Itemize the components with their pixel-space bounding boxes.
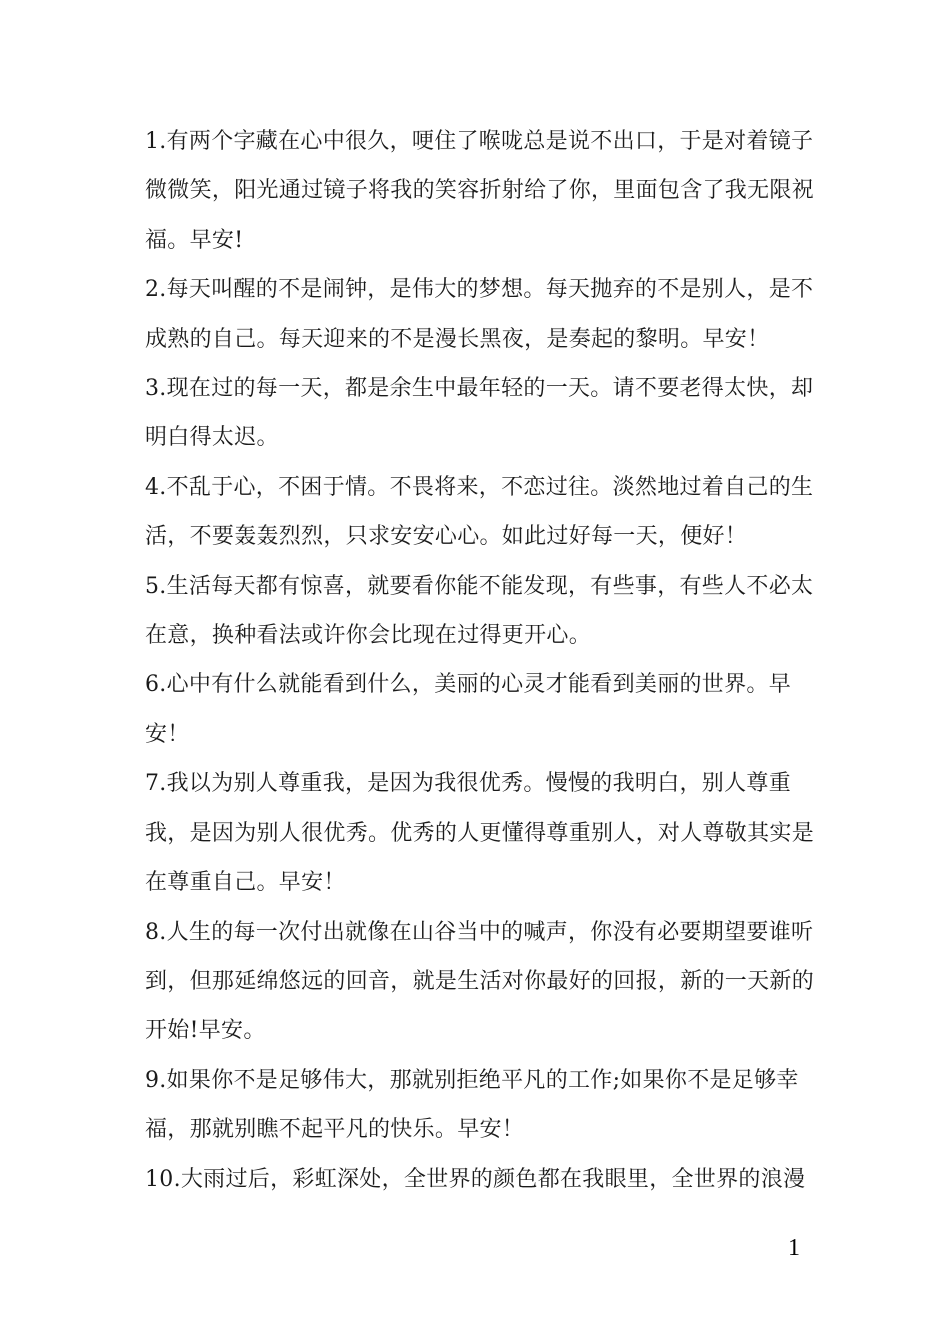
paragraph-9: 9.如果你不是足够伟大，那就别拒绝平凡的工作;如果你不是足够幸福，那就别瞧不起平凡的快乐。早安！ xyxy=(145,1067,799,1143)
paragraph-5: 5.生活每天都有惊喜，就要看你能不能发现，有些事，有些人不必太在意，换种看法或许你会比现在过得更开心。 xyxy=(145,573,814,649)
paragraph-2: 2.每天叫醒的不是闹钟，是伟大的梦想。每天抛弃的不是别人，是不成熟的自己。每天迎来的不是漫长黑夜，是奏起的黎明。早安！ xyxy=(145,277,814,352)
paragraph-10: 10.大雨过后，彩虹深处，全世界的颜色都在我眼里，全世界的浪漫 xyxy=(145,1166,806,1192)
paragraph-3: 3.现在过的每一天，都是余生中最年轻的一天。请不要老得太快，却明白得太迟。 xyxy=(145,376,814,451)
paragraph-4: 4.不乱于心，不困于情。不畏将来，不恋过往。淡然地过着自己的生活，不要轰轰烈烈，只求安安心心。如此过好每一天，便好！ xyxy=(145,474,814,550)
document-body xyxy=(145,117,815,1204)
page-number: 1 xyxy=(788,1235,800,1261)
paragraph-1: 1.有两个字藏在心中很久，哽住了喉咙总是说不出口，于是对着镜子微微笑，阳光通过镜子将我的笑容折射给了你，里面包含了我无限祝福。早安! xyxy=(145,129,815,253)
paragraph-8: 8.人生的每一次付出就像在山谷当中的喊声，你没有必要期望要谁听到，但那延绵悠远的回音，就是生活对你最好的回报，新的一天新的开始!早安。 xyxy=(145,919,815,1044)
paragraph-6: 6.心中有什么就能看到什么，美丽的心灵才能看到美丽的世界。早安！ xyxy=(145,672,791,747)
paragraph-7: 7.我以为别人尊重我，是因为我很优秀。慢慢的我明白，别人尊重我，是因为别人很优秀。优秀的人更懂得尊重别人，对人尊敬其实是在尊重自己。早安！ xyxy=(145,771,815,896)
